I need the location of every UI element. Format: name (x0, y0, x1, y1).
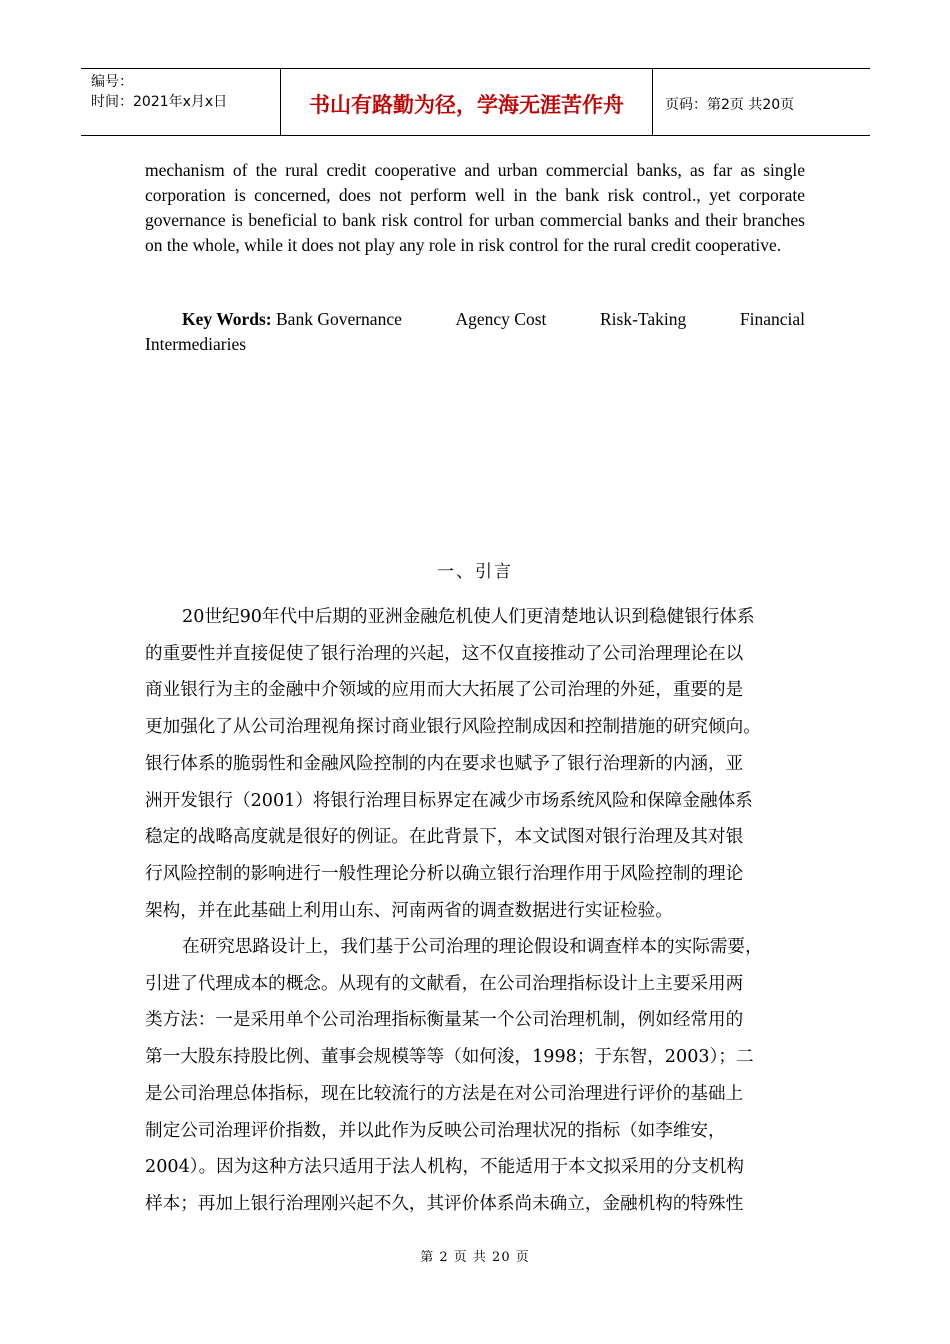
keyword-item-continued: Intermediaries (145, 334, 247, 354)
keywords-label-group (182, 307, 402, 332)
paragraph-intro-1 (145, 599, 805, 929)
paragraph-line: 银行体系的脆弱性和金融风险控制的内在要求也赋予了银行治理新的内涵，亚 (145, 753, 744, 774)
paragraph-line: 更加强化了从公司治理视角探讨商业银行风险控制成因和控制措施的研究倾向。 (145, 717, 761, 738)
header-meta (81, 69, 281, 135)
header-motto: 书山有路勤为径，学海无涯苦作舟 (281, 69, 653, 135)
paragraph-line: 引进了代理成本的概念。从现有的文献看，在公司治理指标设计上主要采用两 (145, 973, 744, 994)
document-time-label: 时间：2021年x月x日 (91, 94, 228, 110)
paragraph-line: 商业银行为主的金融中介领域的应用而大大拓展了公司治理的外延，重要的是 (145, 680, 744, 701)
paragraph-intro-2 (145, 929, 805, 1223)
paragraph-line: 架构，并在此基础上利用山东、河南两省的调查数据进行实证检验。 (145, 900, 673, 921)
keywords-label: Key Words: (182, 309, 272, 329)
paragraph-line: 第一大股东持股比例、董事会规模等等（如何浚，1998；于东智，2003）；二 (145, 1047, 754, 1068)
section-title: 一、引言 (437, 562, 513, 582)
keyword-item: Financial (739, 309, 805, 329)
paragraph-line: 类方法：一是采用单个公司治理指标衡量某一个公司治理机制，例如经常用的 (145, 1010, 744, 1031)
page-footer: 第 2 页 共 20 页 (420, 1250, 530, 1265)
keyword-item: Agency Cost (455, 309, 547, 329)
paragraph-line: 制定公司治理评价指数，并以此作为反映公司治理状况的指标（如李维安， (145, 1120, 726, 1141)
abstract-text: mechanism of the rural credit cooperative and urban commercial banks, as far as single corporation is concerned, does not perform well in the bank risk control., yet corporate governance is beneficial to bank risk control for urban commercial banks and their branches on the whole, while it does not play any role in risk control for the rural credit cooperative. (145, 160, 805, 255)
paragraph-line: 稳定的战略高度就是很好的例证。在此背景下，本文试图对银行治理及其对银 (145, 827, 744, 848)
paragraph-line: 样本；再加上银行治理刚兴起不久，其评价体系尚未确立，金融机构的特殊性 (145, 1193, 744, 1214)
paragraph-line: 行风险控制的影响进行一般性理论分析以确立银行治理作用于风险控制的理论 (145, 863, 744, 884)
paragraph-line: 洲开发银行（2001）将银行治理目标界定在减少市场系统风险和保障金融体系 (145, 790, 753, 811)
keyword-item: Risk-Taking (599, 309, 687, 329)
paragraph-line: 的重要性并直接促使了银行治理的兴起，这不仅直接推动了公司治理理论在以 (145, 643, 744, 664)
paragraph-line: 20世纪90年代中后期的亚洲金融危机使人们更清楚地认识到稳健银行体系 (182, 607, 755, 627)
paragraph-line: 2004）。因为这种方法只适用于法人机构，不能适用于本文拟采用的分支机构 (145, 1157, 744, 1178)
keywords-block (145, 307, 805, 357)
header-page-code: 页码：第2页 共20页 (665, 97, 795, 113)
paragraph-line: 在研究思路设计上，我们基于公司治理的理论假设和调查样本的实际需要， (182, 937, 763, 957)
paragraph-line: 是公司治理总体指标，现在比较流行的方法是在对公司治理进行评价的基础上 (145, 1083, 744, 1104)
document-number-label: 编号： (91, 74, 133, 90)
page-header (81, 68, 870, 136)
keyword-item: Bank Governance (276, 309, 402, 329)
